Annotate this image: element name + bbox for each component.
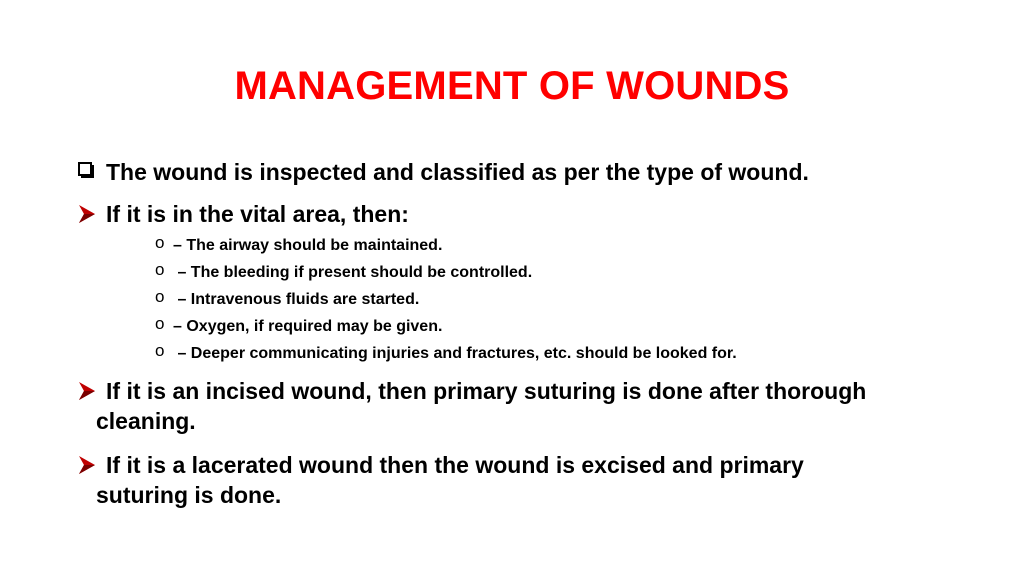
circle-bullet-icon: o bbox=[155, 233, 165, 252]
sub-item-text: – Deeper communicating injuries and fractures, etc. should be looked for. bbox=[173, 345, 737, 362]
sub-list-item bbox=[155, 342, 955, 366]
sub-list-item bbox=[155, 288, 955, 312]
bullet-text: If it is a lacerated wound then the wound is excised and primary suturing is done. bbox=[96, 452, 804, 508]
arrow-right-icon bbox=[76, 450, 98, 480]
circle-bullet-icon: o bbox=[155, 341, 165, 360]
sub-list-item bbox=[155, 261, 955, 285]
bullet-item bbox=[76, 376, 956, 436]
slide-title: MANAGEMENT OF WOUNDS bbox=[234, 64, 790, 108]
bullet-item bbox=[76, 450, 896, 510]
sub-item-text: – The airway should be maintained. bbox=[173, 237, 443, 254]
circle-bullet-icon: o bbox=[155, 260, 165, 279]
bullet-item bbox=[76, 199, 976, 229]
bullet-item bbox=[76, 157, 976, 187]
sub-list-item bbox=[155, 315, 955, 339]
sub-list-item bbox=[155, 234, 955, 258]
circle-bullet-icon: o bbox=[155, 287, 165, 306]
bullet-text: If it is in the vital area, then: bbox=[106, 201, 409, 227]
bullet-text: The wound is inspected and classified as per the type of wound. bbox=[106, 159, 809, 185]
arrow-right-icon bbox=[76, 199, 98, 229]
circle-bullet-icon: o bbox=[155, 314, 165, 333]
sub-item-text: – Intravenous fluids are started. bbox=[173, 291, 420, 308]
bullet-text: If it is an incised wound, then primary suturing is done after thorough cleaning. bbox=[96, 378, 867, 434]
arrow-right-icon bbox=[76, 376, 98, 406]
checkbox-icon bbox=[76, 157, 98, 187]
sub-item-text: – The bleeding if present should be controlled. bbox=[173, 264, 533, 281]
sub-item-text: – Oxygen, if required may be given. bbox=[173, 318, 443, 335]
